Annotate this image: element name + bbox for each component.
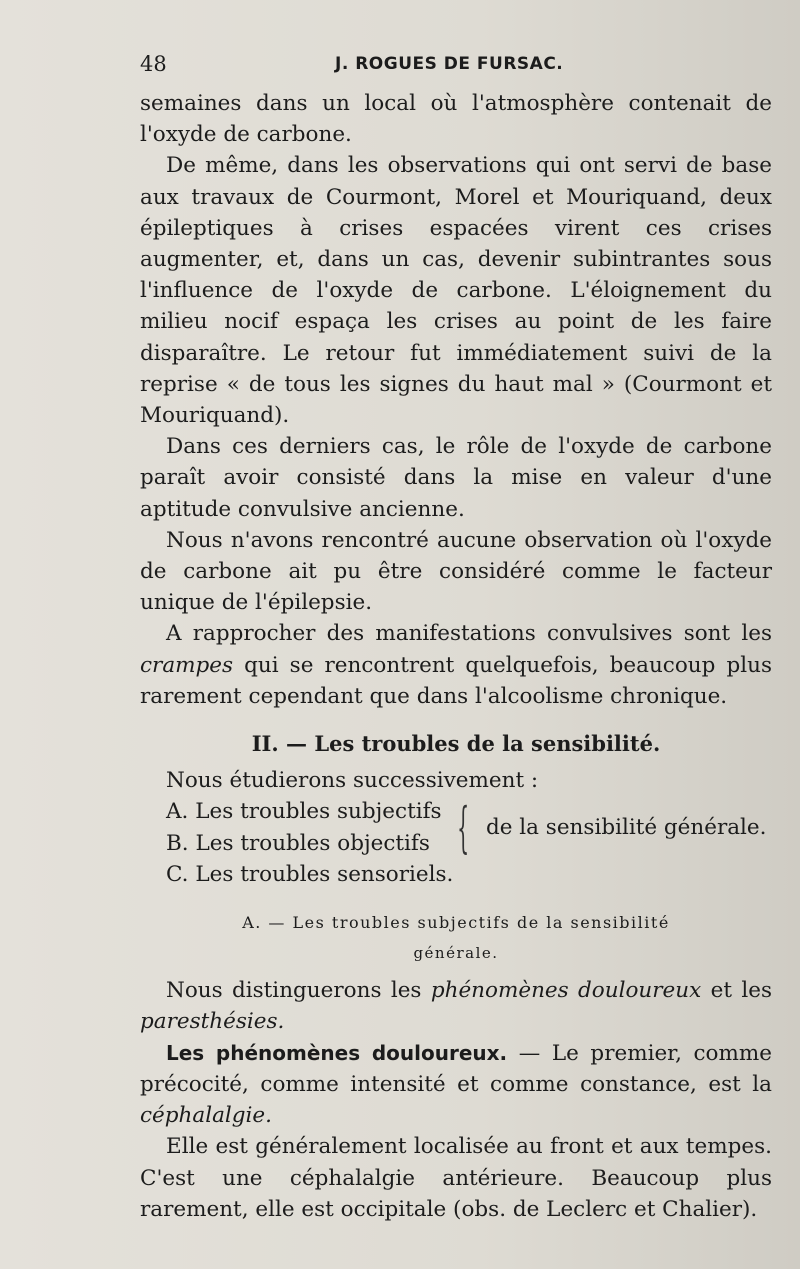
list-ab-tail: de la sensibilité générale. <box>485 815 767 841</box>
subheading-line-2: générale. <box>413 944 499 963</box>
paragraph-7 <box>140 1038 772 1132</box>
paragraph-7-italic: céphalalgie. <box>140 1103 272 1129</box>
paragraph-4: Nous n'avons rencontré aucune observation où l'oxyde de carbone ait pu être considéré comme le facteur unique de l'épilepsie. <box>140 527 772 616</box>
paragraph-2: De même, dans les observations qui ont servi de base aux travaux de Courmont, Morel et Mouriquand, deux épileptiques à crises espacées virent ces crises augmenter, et, dans un cas, devenir subintrantes sous l'influence de l'oxyde de carbone. L'éloignement du milieu nocif espaça les crises au point de les faire disparaître. Le retour fut immédiatement suivi de la reprise « de tous les signes du haut mal » (Courmont et Mouriquand). <box>140 153 772 429</box>
list-item-c: C. Les troubles sensoriels. <box>166 861 454 887</box>
paragraph-1: semaines dans un local où l'atmosphère contenait de l'oxyde de carbone. <box>140 91 772 148</box>
section-heading: II. — Les troubles de la sensibilité. <box>251 731 661 757</box>
paragraph-7-text: — Le premier, comme précocité, comme intensité et comme constance, est la <box>140 1040 772 1097</box>
page-number: 48 <box>140 52 167 76</box>
body-text <box>140 88 772 1225</box>
paragraph-6-mid: et les <box>710 978 772 1004</box>
paragraph-8: Elle est généralement localisée au front et aux tempes. C'est une céphalalgie antérieure. Beaucoup plus rarement, elle est occipitale (obs. de Leclerc et Chalier). <box>140 1134 772 1222</box>
subheading-line-1: A. — Les troubles subjectifs de la sensibilité <box>242 913 670 933</box>
paragraph-6-italic-2: paresthésies. <box>140 1009 285 1035</box>
list-item-a: A. Les troubles subjectifs <box>166 799 442 825</box>
paragraph-3: Dans ces derniers cas, le rôle de l'oxyde de carbone paraît avoir consisté dans la mise en valeur d'une aptitude convulsive ancienne. <box>140 434 772 522</box>
paragraph-5-italic: crampes <box>140 652 234 678</box>
list-intro: Nous étudierons successivement : <box>166 768 539 794</box>
list-ab-block <box>140 796 772 858</box>
paragraph-5-start: A rapprocher des manifestations convulsives sont les <box>166 621 772 647</box>
paragraph-7-bold: Les phénomènes douloureux. <box>166 1040 508 1065</box>
running-head <box>140 52 760 82</box>
paragraph-5-end: qui se rencontrent quelquefois, beaucoup plus rarement cependant que dans l'alcoolisme chronique. <box>140 652 772 709</box>
paragraph-6-start: Nous distinguerons les <box>166 978 422 1004</box>
paragraph-6 <box>140 975 772 1037</box>
brace-icon: { <box>456 795 469 859</box>
running-title: J. ROGUES DE FURSAC. <box>335 54 564 74</box>
paragraph-5 <box>140 618 772 712</box>
paragraph-6-italic-1: phénomènes douloureux <box>430 978 702 1004</box>
list-item-b: B. Les troubles objectifs <box>166 830 430 856</box>
